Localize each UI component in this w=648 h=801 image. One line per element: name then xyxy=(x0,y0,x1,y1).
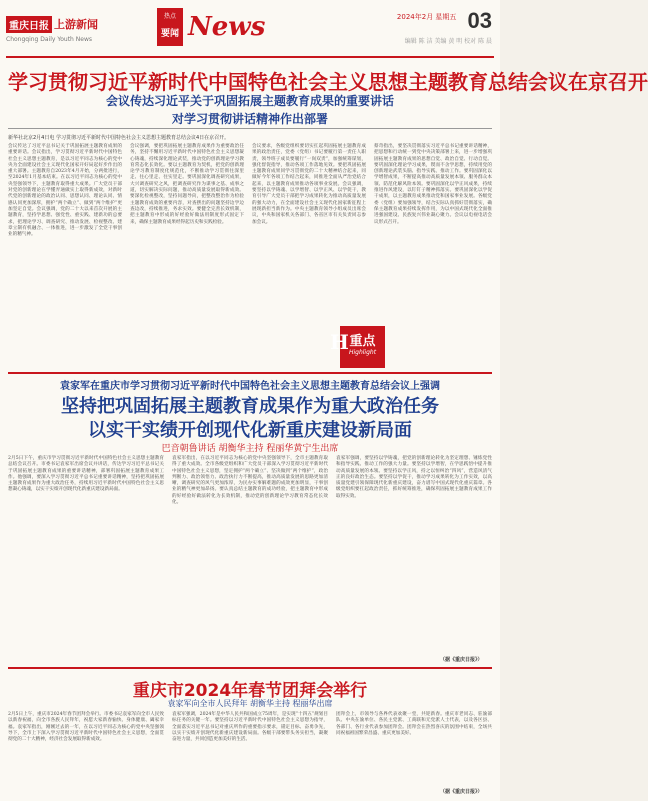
brand-name: 上游新闻 xyxy=(54,18,98,31)
article1-column-3: 会议要求，各级党组织要切实扛起巩固拓展主题教育成果的政治责任，党委（党组）书记要履行第一责任人职责，领导班子成员要履行“一岗双责”，加强统筹谋划，强化督促指导，推动各项工作落地见效。要把巩固拓展主题教育成果同学习贯彻党的二十大精神结合起来，同做好今年各项工作结合起来，同推进全面从严治党结合起来，以主题教育成果推动各项事业发展。会议强调，要坚持以学铸魂、以学增智、以学正风、以学促干，教育引导广大党员干部把学习成果转化为推动高质量发展的强大动力，在全面建设社会主义现代化国家新征程上展现新担当新作为。中央主题教育领导小组成员出席会议，中央和国家机关各部门、各省区市有关负责同志参加会议。 xyxy=(252,144,366,225)
highlight-letter: H xyxy=(330,330,349,354)
article2-title-line-1: 坚持把巩固拓展主题教育成果作为重大政治任务 xyxy=(61,396,439,417)
article3-byline: 袁家军向全市人民拜年 胡衡华主持 程丽华出席 xyxy=(167,699,333,708)
article1-subheadline-2: 对学习贯彻讲话精神作出部署 xyxy=(171,112,328,126)
highlight-label: 重点 xyxy=(349,334,376,349)
article2-column-2: 袁家军指出，在以习近平同志为核心的党中央坚强领导下，全市主题教育取得了重大成效。全市各级党组织和广大党员干部深入学习贯彻习近平新时代中国特色社会主义思想，坚定拥护“两个确立”、坚决做到“两个维护”，政治判断力、政治领悟力、政治执行力不断提高，推动高质量发展的思路更加清晰，调查研究的风气更加浓厚，为民办实事解难题的成效更加明显，干事创业的精气神更加昂扬。要认真总结主题教育的成功经验，把主题教育中形成的好经验好做法转化为长效机制，推动党的创新理论学习教育常态化长效化。 xyxy=(172,456,328,506)
divider xyxy=(8,667,492,669)
section-news-word: News xyxy=(188,12,266,42)
article1-lead: 新华社北京2月4日电 学习贯彻习近平新时代中国特色社会主义思想主题教育总结会议4日在京召开。 xyxy=(8,135,230,141)
article3-column-3: 团拜会上，市领导与各界代表欢聚一堂，共迎新春。重庆市老同志、驻渝部队、中央在渝单位、各民主党派、工商联和无党派人士代表，以及各区县、各部门、各行业代表参加团拜会。团拜会在热烈喜庆的氛围中结束，全场共同祝福祖国繁荣昌盛、重庆更加美好。 xyxy=(336,712,492,736)
section-label: 要闻 xyxy=(160,29,179,39)
masthead-rule xyxy=(6,56,494,58)
article2-kicker: 袁家军在重庆市学习贯彻习近平新时代中国特色社会主义思想主题教育总结会议上强调 xyxy=(60,381,440,392)
section-badge xyxy=(157,8,183,46)
page-number: 03 xyxy=(467,8,492,33)
divider xyxy=(8,128,492,129)
article2-column-1: 2月5日下午，重庆市学习贯彻习近平新时代中国特色社会主义思想主题教育总结会议召开。市委书记袁家军出席会议并讲话，传达学习习近平总书记关于巩固拓展主题教育成果的重要讲话精神，部署巩固拓展主题教育成果工作。他强调，要深入学习贯彻习近平总书记重要讲话精神，坚持把巩固拓展主题教育成果作为重大政治任务，持续用习近平新时代中国特色社会主义思想凝心铸魂，以实干实绩开创现代化新重庆建设新局面。 xyxy=(8,456,164,493)
article1-headline: 学习贯彻习近平新时代中国特色社会主义思想主题教育总结会议在京召开 xyxy=(8,70,648,94)
article3-column-1: 2月5日上午，重庆市2024年春节团拜会举行。市委书记袁家军向全市人民致以新春祝福，向全市各族人民拜年，祝愿大家新春愉快、身体健康、阖家幸福。袁家军指出，刚刚过去的一年，在以习近平同志为核心的党中央坚强领导下，全市上下深入学习贯彻习近平新时代中国特色社会主义思想，全面贯彻党的二十大精神，经济社会发展取得新成效。 xyxy=(8,712,164,743)
section-small-label: 热点 xyxy=(163,13,176,20)
issue-info xyxy=(397,8,492,34)
article1-column-1: 会议传达了习近平总书记关于巩固拓展主题教育成果的重要讲话。会议指出，学习贯彻习近平新时代中国特色社会主义思想主题教育，是以习近平同志为核心的党中央为全面建设社会主义现代化国家开好局起好步作出的重大部署。主题教育自2023年4月开始，分两批进行，至2024年1月基本结束。在以习近平同志为核心的党中央坚强领导下，主题教育取得重大成果。广大党员干部对党的创新理论在学懂弄通做实上取得新成效，对新时代党的创新理论的政治认同、思想认同、理论认同、情感认同更加深厚，拥护“两个确立”、做到“两个维护”更加坚定自觉。会议强调，党的二十大以来首次开展的主题教育，坚持学思想、强党性、重实践、建新功的总要求，把理论学习、调查研究、推动发展、检视整改、建章立制有机融合、一体推进，进一步激发了全党干事创业的精气神。 xyxy=(8,144,122,238)
issue-date: 2024年2月 星期五 xyxy=(396,13,457,21)
highlight-word: Highlight xyxy=(348,349,377,356)
article2-signoff: （据《重庆日报》） xyxy=(440,657,483,663)
article1-column-2: 会议强调，要把巩固拓展主题教育成果作为重要政治任务，坚持不懈用习近平新时代中国特色社会主义思想凝心铸魂，持续深化理论武装，推动党的创新理论学习教育常态化长效化。要以主题教育为契机，把党的创新理论学习教育制度化规范化，不断推动学习贯彻往深里走、往心里走、往实里走。要巩固深化调查研究成果，大兴调查研究之风，把调查研究作为谋事之基、成事之道，切实解决实际问题，推动高质量发展取得新成效。要深化检视整改，坚持问题导向，把整改整治作为检验主题教育成效的重要内容，对查摆出的问题坚持边学边查边改，持续推进，务求实效。要健全完善长效机制，把主题教育中形成的好经验好做法用制度形式固定下来，确保主题教育成果经得起历史和实践检验。 xyxy=(130,144,244,225)
article1-column-4: 蔡奇指出，要坚决贯彻落实习近平总书记重要讲话精神，把思想和行动统一到党中央决策部署上来，进一步增强巩固拓展主题教育成果的思想自觉、政治自觉、行动自觉。要巩固深化理论学习成果，锲而不舍学思想，持续用党的创新理论武装头脑、指导实践、推动工作。要巩固深化以学增智成果，不断提高推动高质量发展本领、服务群众本领、防范化解风险本领。要巩固深化以学正风成果，持续推进作风建设，以钉钉子精神抓落实。要巩固深化以学促干成果，以主题教育成果推动党和国家事业发展。各级党委（党组）要加强领导，结合实际认真抓好贯彻落实，确保主题教育成果持续发挥作用，为以中国式现代化全面推进强国建设、民族复兴伟业凝心聚力。会议以电视电话会议形式召开。 xyxy=(374,144,492,225)
brand-logo: 重庆日报 xyxy=(6,16,52,33)
editor-credits: 编辑 陈 洁 美编 黄 明 校对 陈 晨 xyxy=(404,38,492,45)
article3-title: 重庆市2024年春节团拜会举行 xyxy=(132,681,368,701)
masthead xyxy=(0,0,500,64)
article2-column-3: 袁家军强调，要坚持以学铸魂，把党的创新理论转化为坚定理想、锤炼党性和指导实践、推动工作的强大力量。要坚持以学增智，在学思践悟中提升推动高质量发展的本领。要坚持以学正风，持之以恒纠治“四风”，营造风清气正的良好政治生态。要坚持以学促干，推动学习成果转化为工作实效，以高质量党建引领保障现代化新重庆建设，奋力谱写中国式现代化重庆篇章。各级党组织要扛起政治责任，抓好统筹推进，确保巩固拓展主题教育成果工作取得实效。 xyxy=(336,456,492,499)
highlight-stamp xyxy=(330,326,385,368)
article2-byline: 巴音朝鲁讲话 胡衡华主持 程丽华黄宁生出席 xyxy=(161,444,339,454)
article2-title-line-2: 以实干实绩开创现代化新重庆建设新局面 xyxy=(88,420,412,441)
brand-subtitle: Chongqing Daily Youth News xyxy=(6,36,92,43)
divider xyxy=(8,372,492,374)
article3-column-2: 袁家军强调，2024年是中华人民共和国成立75周年，是实现“十四五”规划目标任务的关键一年。要坚持以习近平新时代中国特色社会主义思想为指导，全面落实习近平总书记对重庆所作的重要指示要求，锚定目标、奋勇争先，以实干实绩开创现代化新重庆建设新局面。各级干部要带头务实担当，凝聚奋进力量，共同创造更加美好的生活。 xyxy=(172,712,328,743)
article3-signoff: （据《重庆日报》） xyxy=(440,789,483,795)
article1-subheadline-1: 会议传达习近平关于巩固拓展主题教育成果的重要讲话 xyxy=(105,94,394,108)
